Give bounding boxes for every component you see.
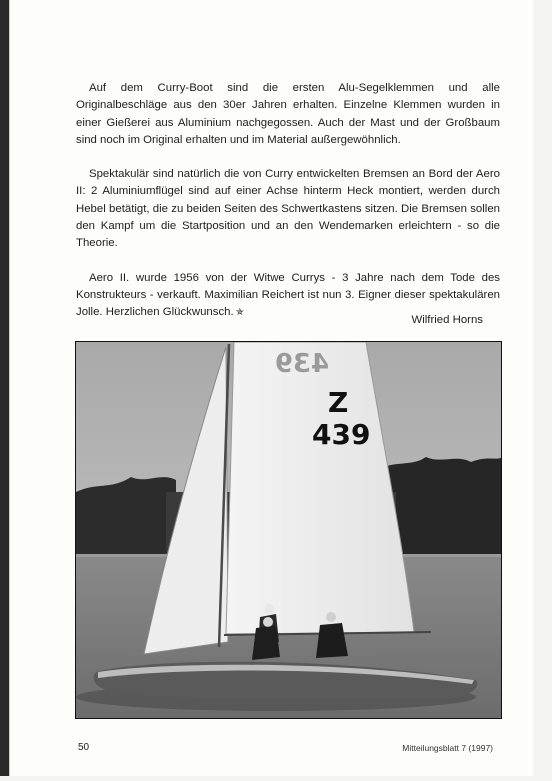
paragraph-3-text: Aero II. wurde 1956 von der Witwe Currys - 3 Jahre nach dem Tode des Konstrukteurs - verkauft. Maximilian Reichert ist nun 3. Eigner dieser spektakulären Jolle. Herzlichen Glückwunsch.: [76, 271, 500, 319]
paragraph-1: Auf dem Curry-Boot sind die ersten Alu-Segelklemmen und alle Originalbeschläge aus den 30er Jahren erhalten. Einzelne Klemmen wurden in einer Gießerei aus Aluminium nachgegossen. Auch der Mast und der Großbaum sind noch im Original erhalten und im Material außergewöhnlich.: [76, 82, 500, 146]
end-mark-icon: ✯: [235, 307, 245, 319]
page-edge-bottom: [0, 776, 552, 781]
sail-number: 439: [312, 418, 371, 451]
paragraph-2: Spektakulär sind natürlich die von Curry entwickelten Bremsen an Bord der Aero II: 2 Aluminiumflügel sind auf einer Achse hinterm Heck montiert, werden durch Hebel betätigt, die zu beiden Seiten des Schwertkastens sitzen. Die Bremsen sollen den Kampf um die Startposition und an den Wendemarken erleichtern - so die Theorie.: [76, 168, 500, 250]
mirrored-sail-number: 439: [274, 349, 329, 379]
document-page: [10, 0, 533, 776]
sail-letter: Z: [328, 386, 349, 419]
sailboat-photo: [75, 341, 502, 719]
article-body: [76, 80, 500, 322]
page-edge-right: [533, 0, 552, 781]
publication-footer: Mitteilungsblatt 7 (1997): [402, 743, 493, 753]
page-number: 50: [78, 742, 90, 753]
author-signature: Wilfried Horns: [411, 314, 483, 326]
